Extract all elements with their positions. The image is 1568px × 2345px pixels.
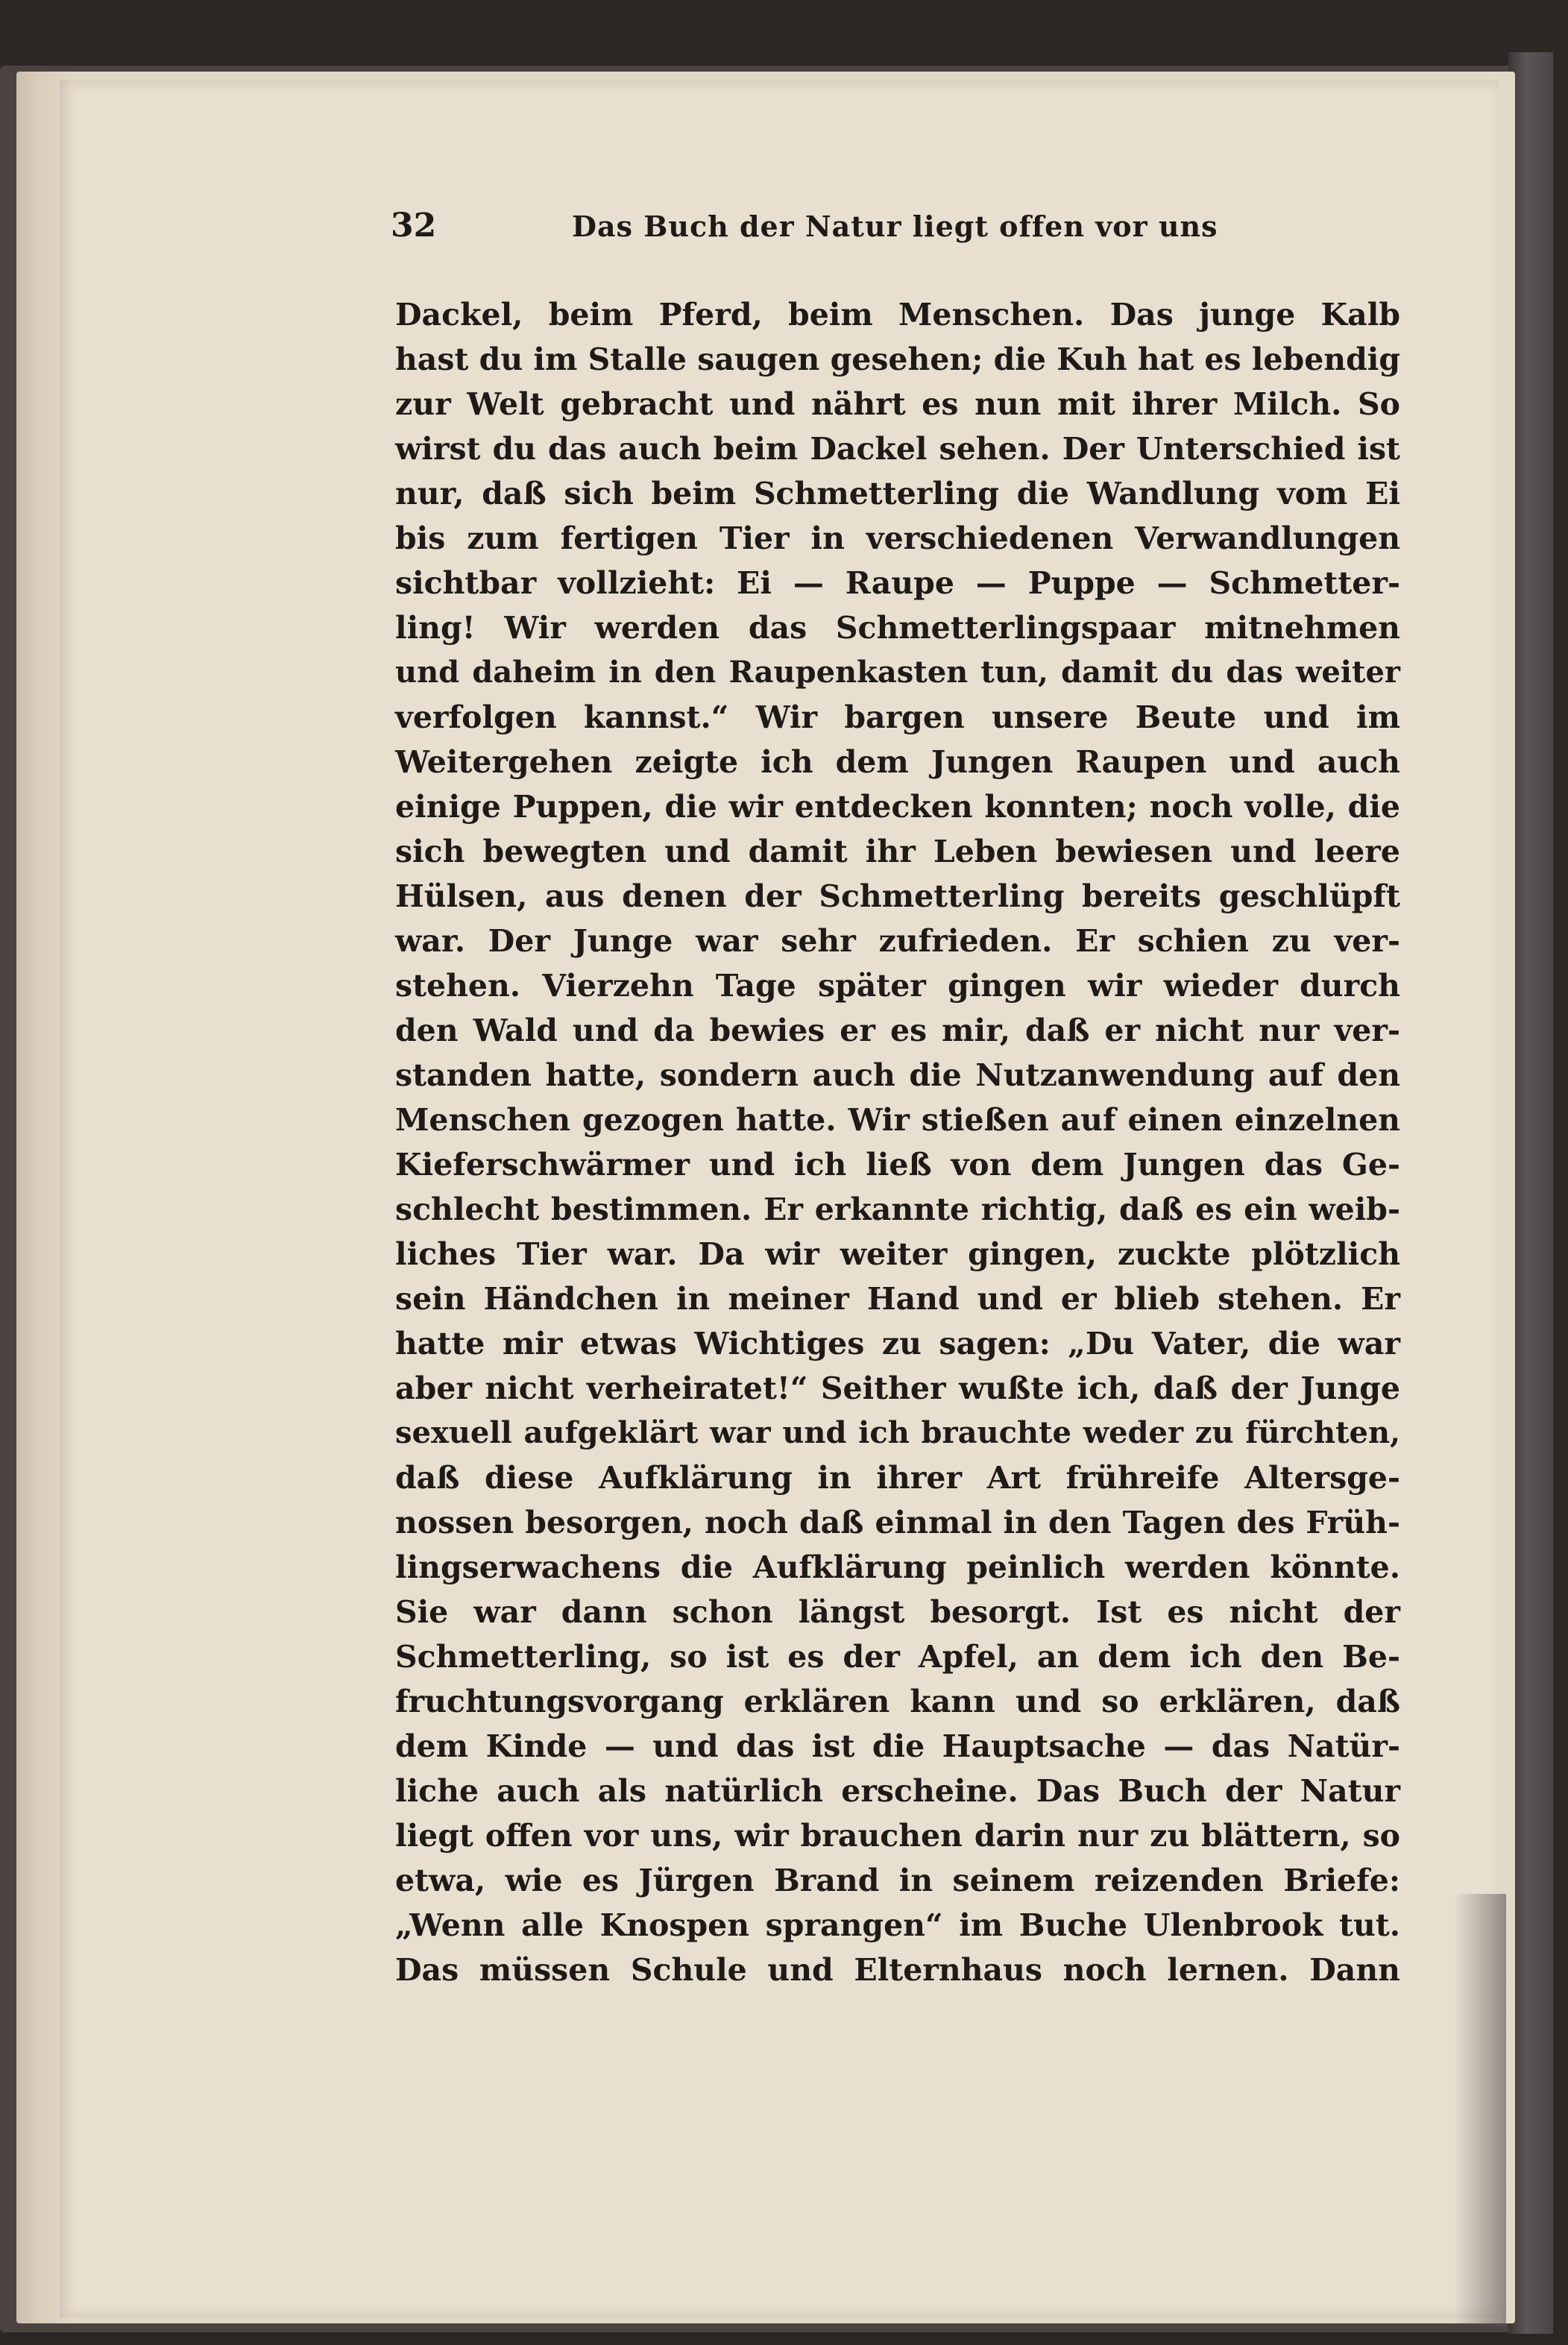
text-line: liches Tier war. Da wir weiter gingen, zuckte plötzlich bbox=[395, 1236, 1400, 1272]
text-line: sexuell aufgeklärt war und ich brauchte weder zu fürchten, bbox=[395, 1415, 1400, 1450]
text-line: Sie war dann schon längst besorgt. Ist es nicht der bbox=[395, 1594, 1400, 1630]
text-line: war. Der Junge war sehr zufrieden. Er schien zu ver- bbox=[395, 923, 1400, 959]
text-line: zur Welt gebracht und nährt es nun mit ihrer Milch. So bbox=[395, 386, 1400, 422]
text-line: sein Händchen in meiner Hand und er blieb stehen. Er bbox=[395, 1281, 1400, 1317]
text-line: Menschen gezogen hatte. Wir stießen auf einen einzelnen bbox=[395, 1102, 1400, 1138]
text-line: nossen besorgen, noch daß einmal in den Tagen des Früh- bbox=[395, 1505, 1400, 1540]
text-line: Schmetterling, so ist es der Apfel, an dem ich den Be- bbox=[395, 1639, 1400, 1675]
page-header bbox=[330, 207, 1299, 259]
text-line: einige Puppen, die wir entdecken konnten; noch volle, die bbox=[395, 789, 1400, 825]
text-line: lingserwachens die Aufklärung peinlich werden könnte. bbox=[395, 1549, 1400, 1585]
text-line: standen hatte, sondern auch die Nutzanwendung auf den bbox=[395, 1057, 1400, 1093]
text-line: Weitergehen zeigte ich dem Jungen Raupen und auch bbox=[395, 744, 1400, 780]
text-line: verfolgen kannst.“ Wir bargen unsere Beute und im bbox=[395, 699, 1400, 735]
text-line: fruchtungsvorgang erklären kann und so erklären, daß bbox=[395, 1684, 1400, 1719]
text-line: nur, daß sich beim Schmetterling die Wandlung vom Ei bbox=[395, 476, 1400, 512]
text-line: den Wald und da bewies er es mir, daß er nicht nur ver- bbox=[395, 1013, 1400, 1048]
text-line: ling! Wir werden das Schmetterlingspaar mitnehmen bbox=[395, 610, 1400, 646]
text-line: wirst du das auch beim Dackel sehen. Der Unterschied ist bbox=[395, 431, 1400, 467]
page-number: 32 bbox=[391, 207, 437, 245]
text-line: sich bewegten und damit ihr Leben bewiesen und leere bbox=[395, 834, 1400, 869]
running-head: Das Buch der Natur liegt offen vor uns bbox=[572, 210, 1218, 243]
text-line: liegt offen vor uns, wir brauchen darin nur zu blättern, so bbox=[395, 1818, 1400, 1854]
text-line: bis zum fertigen Tier in verschiedenen Verwandlungen bbox=[395, 520, 1400, 556]
text-line: Hülsen, aus denen der Schmetterling bereits geschlüpft bbox=[395, 878, 1400, 914]
cover-edge bbox=[1508, 52, 1553, 2334]
text-line: Das müssen Schule und Elternhaus noch lernen. Dann bbox=[395, 1952, 1400, 1988]
text-line: aber nicht verheiratet!“ Seither wußte ich, daß der Junge bbox=[395, 1370, 1400, 1406]
text-line: hatte mir etwas Wichtiges zu sagen: „Du Vater, die war bbox=[395, 1326, 1400, 1362]
text-line: stehen. Vierzehn Tage später gingen wir wieder durch bbox=[395, 968, 1400, 1004]
text-line: dem Kinde — und das ist die Hauptsache — das Natür- bbox=[395, 1728, 1400, 1764]
text-line: „Wenn alle Knospen sprangen“ im Buche Ulenbrook tut. bbox=[395, 1907, 1400, 1943]
text-line: Kieferschwärmer und ich ließ von dem Jungen das Ge- bbox=[395, 1147, 1400, 1183]
text-line: liche auch als natürlich erscheine. Das Buch der Natur bbox=[395, 1773, 1400, 1809]
text-line: hast du im Stalle saugen gesehen; die Kuh hat es lebendig bbox=[395, 341, 1400, 377]
text-line: daß diese Aufklärung in ihrer Art frühreife Altersge- bbox=[395, 1460, 1400, 1496]
text-line: sichtbar vollzieht: Ei — Raupe — Puppe — Schmetter- bbox=[395, 565, 1400, 601]
text-line: schlecht bestimmen. Er erkannte richtig, daß es ein weib- bbox=[395, 1192, 1400, 1227]
body-text bbox=[395, 292, 1400, 1992]
text-line: etwa, wie es Jürgen Brand in seinem reizenden Briefe: bbox=[395, 1863, 1400, 1898]
text-line: und daheim in den Raupenkasten tun, damit du das weiter bbox=[395, 655, 1400, 690]
text-line: Dackel, beim Pferd, beim Menschen. Das junge Kalb bbox=[395, 297, 1400, 333]
cover-wear bbox=[1454, 1894, 1506, 2326]
